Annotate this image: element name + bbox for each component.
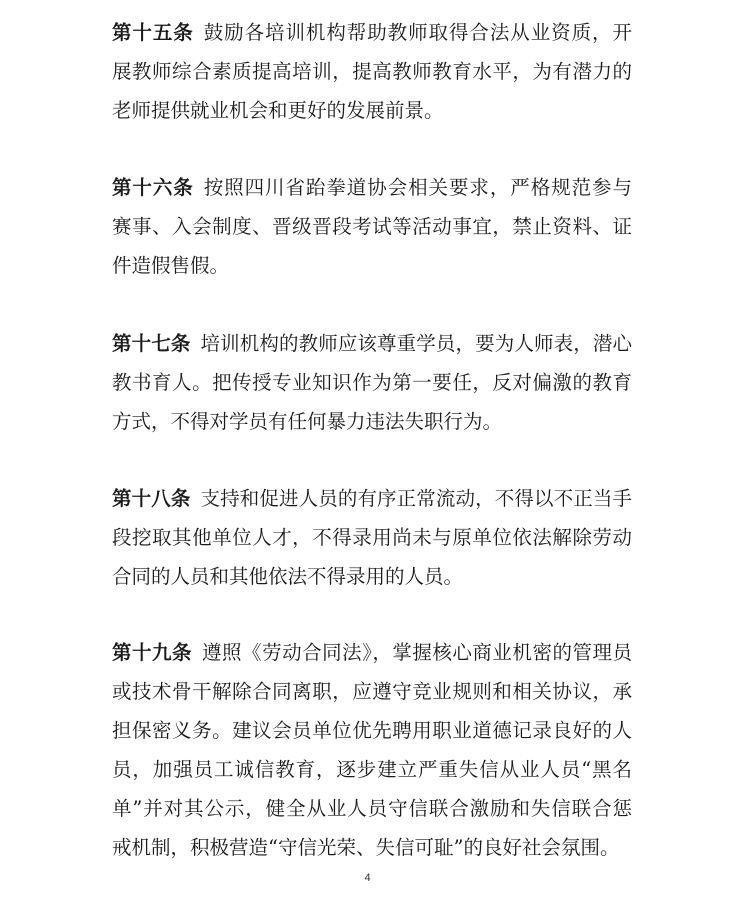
article-line: 员，加强员工诚信教育，逐步建立严重失信从业人员“黑名 — [112, 758, 632, 781]
article-line: 或技术骨干解除合同离职，应遵守竞业规则和相关协议，承 — [112, 680, 632, 703]
article-line: 教书育人。把传授专业知识作为第一要任，反对偏激的教育 — [112, 371, 632, 394]
article-17 — [112, 324, 632, 441]
article-line: 件造假售假。 — [112, 254, 230, 277]
article-number: 第十八条 — [112, 487, 191, 510]
article-line: 单”并对其公示，健全从业人员守信联合激励和失信联合惩 — [112, 797, 632, 820]
article-16 — [112, 168, 632, 285]
article-line — [112, 324, 632, 363]
article-text: 鼓励各培训机构帮助教师取得合法从业资质，开 — [203, 21, 632, 44]
article-line: 担保密义务。建议会员单位优先聘用职业道德记录良好的人 — [112, 719, 632, 742]
article-text: 培训机构的教师应该尊重学员，要为人师表，潜心 — [200, 332, 632, 355]
article-number: 第十七条 — [112, 332, 191, 355]
article-15 — [112, 13, 632, 130]
article-line: 方式，不得对学员有任何暴力违法失职行为。 — [112, 410, 503, 433]
article-line: 合同的人员和其他依法不得录用的人员。 — [112, 565, 464, 588]
article-number: 第十九条 — [112, 641, 193, 664]
article-text: 按照四川省跆拳道协会相关要求，严格规范参与 — [203, 176, 632, 199]
article-line: 段挖取其他单位人才，不得录用尚未与原单位依法解除劳动 — [112, 526, 632, 549]
article-line: 戒机制，积极营造“守信光荣、失信可耻”的良好社会氛围。 — [112, 836, 620, 859]
article-line — [112, 168, 632, 207]
article-number: 第十五条 — [112, 21, 194, 44]
article-line — [112, 13, 632, 52]
article-line: 赛事、入会制度、晋级晋段考试等活动事宜，禁止资料、证 — [112, 215, 632, 238]
article-text: 遵照《劳动合同法》，掌握核心商业机密的管理员 — [202, 641, 632, 664]
article-line — [112, 633, 632, 672]
article-18 — [112, 479, 632, 596]
page-number: 4 — [364, 872, 371, 884]
article-line: 老师提供就业机会和更好的发展前景。 — [112, 99, 444, 122]
article-line: 展教师综合素质提高培训，提高教师教育水平，为有潜力的 — [112, 60, 632, 83]
article-19 — [112, 633, 632, 867]
article-text: 支持和促进人员的有序正常流动，不得以不正当手 — [200, 487, 632, 510]
article-line — [112, 479, 632, 518]
article-number: 第十六条 — [112, 176, 194, 199]
